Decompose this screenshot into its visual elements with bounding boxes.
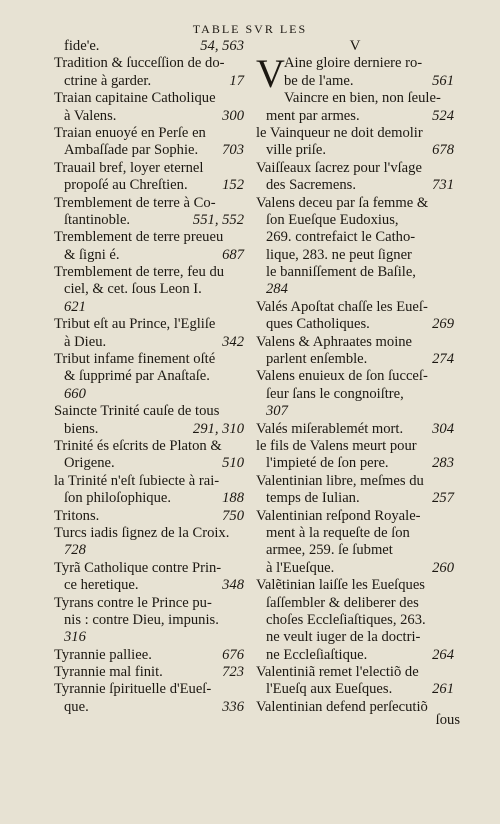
index-entry-text: Tribut infame finement oſté bbox=[54, 351, 216, 368]
index-line bbox=[256, 334, 454, 351]
index-entry-text: l'impieté de ſon pere. bbox=[266, 455, 389, 472]
index-entry-text: biens. bbox=[64, 420, 99, 437]
index-line bbox=[54, 542, 244, 559]
index-line bbox=[256, 160, 454, 177]
index-line bbox=[256, 577, 454, 594]
index-entry-text: Valés Apoſtat chaſſe les Eueſ- bbox=[256, 298, 428, 315]
index-line bbox=[54, 264, 244, 281]
index-line bbox=[256, 681, 454, 698]
index-line bbox=[256, 142, 454, 159]
index-entry-text: ce heretique. bbox=[64, 577, 139, 594]
index-line bbox=[54, 177, 244, 194]
index-entry-text: Tribut eſt au Prince, l'Egliſe bbox=[54, 316, 216, 333]
index-entry-text: parlent enſemble. bbox=[266, 351, 368, 368]
index-line bbox=[256, 508, 454, 525]
left-column bbox=[54, 38, 244, 716]
drop-capital: V bbox=[256, 51, 285, 97]
index-entry-text: ne veult iuger de la doctri- bbox=[266, 629, 421, 646]
index-line bbox=[256, 368, 454, 385]
index-entry-text: à Valens. bbox=[64, 107, 117, 124]
page-reference: 703 bbox=[222, 142, 244, 159]
index-entry-text: Trauail bref, loyer eternel bbox=[54, 159, 204, 176]
index-line bbox=[54, 108, 244, 125]
index-line bbox=[256, 316, 454, 333]
index-line bbox=[256, 421, 454, 438]
index-entry-text: le Vainqueur ne doit demolir bbox=[256, 124, 423, 141]
index-line bbox=[256, 542, 454, 559]
section-letter: V bbox=[349, 38, 361, 54]
index-line bbox=[54, 681, 244, 698]
index-line bbox=[256, 299, 454, 316]
index-line bbox=[54, 525, 244, 542]
index-entry-text: 728 bbox=[64, 542, 86, 559]
index-line bbox=[54, 299, 244, 316]
index-line bbox=[54, 455, 244, 472]
index-entry-text: Tyrannie ſpirituelle d'Eueſ- bbox=[54, 681, 212, 698]
running-head: TABLE SVR LES bbox=[192, 22, 308, 36]
index-entry-text: be de l'ame. bbox=[284, 72, 354, 89]
index-entry-text: lique, 283. ne peut ſigner bbox=[266, 246, 412, 263]
index-line bbox=[54, 90, 244, 107]
page-reference: 260 bbox=[432, 559, 454, 576]
index-entry-text: ville priſe. bbox=[266, 142, 326, 159]
index-entry-text: des Sacremens. bbox=[266, 177, 356, 194]
page-reference: 348 bbox=[222, 577, 244, 594]
index-line bbox=[284, 90, 454, 107]
page-reference: 524 bbox=[432, 107, 454, 124]
index-line bbox=[256, 612, 454, 629]
index-line bbox=[54, 612, 244, 629]
index-line bbox=[54, 577, 244, 594]
index-line bbox=[54, 195, 244, 212]
index-entry-text: Valens deceu par ſa femme & bbox=[256, 194, 429, 211]
index-line bbox=[54, 647, 244, 664]
index-entry-text: Valentinian reſpond Royale- bbox=[256, 507, 421, 524]
catchword: ſous bbox=[435, 712, 460, 728]
index-line bbox=[54, 508, 244, 525]
index-entry-text: Valentinian libre, meſmes du bbox=[256, 472, 424, 489]
index-line bbox=[256, 351, 454, 368]
index-line bbox=[54, 125, 244, 142]
page-reference: 261 bbox=[432, 681, 454, 698]
index-entry-text: 284 bbox=[266, 281, 288, 298]
index-line bbox=[256, 386, 454, 403]
index-line bbox=[54, 386, 244, 403]
index-entry-text: Vaiſſeaux ſacrez pour l'vſage bbox=[256, 159, 422, 176]
index-line bbox=[54, 473, 244, 490]
page-reference: 257 bbox=[432, 490, 454, 507]
index-line bbox=[54, 73, 244, 90]
page-reference: 678 bbox=[432, 142, 454, 159]
index-entry-text: Tremblement de terre, feu du bbox=[54, 264, 225, 281]
index-entry-text: propoſé au Chreſtien. bbox=[64, 177, 188, 194]
index-line bbox=[256, 647, 454, 664]
index-entry-text: ſon philoſophique. bbox=[64, 490, 172, 507]
page-reference: 304 bbox=[432, 420, 454, 437]
index-entry-text: Tremblement de terre à Co- bbox=[54, 194, 216, 211]
index-line bbox=[54, 281, 244, 298]
index-entry-text: armee, 259. ſe ſubmet bbox=[266, 542, 393, 559]
index-line bbox=[256, 281, 454, 298]
index-entry-text: l'Eueſq aux Eueſques. bbox=[266, 681, 393, 698]
index-entry-text: Tyrã Catholique contre Prin- bbox=[54, 559, 222, 576]
index-entry-text: & ſigni é. bbox=[64, 246, 120, 263]
index-entry-text: Trinité és eſcrits de Platon & bbox=[54, 437, 222, 454]
index-entry-text: Vaincre en bien, non ſeule- bbox=[284, 90, 441, 107]
index-entry-text: 316 bbox=[64, 629, 86, 646]
index-entry-text: Traian enuoyé en Perſe en bbox=[54, 124, 206, 141]
index-line bbox=[54, 38, 244, 55]
index-entry-text: ment à la requeſte de ſon bbox=[266, 524, 410, 541]
index-entry-text: fide'e. bbox=[64, 38, 100, 54]
index-entry-text: ſtantinoble. bbox=[64, 211, 131, 228]
index-entry-text: 621 bbox=[64, 298, 86, 315]
index-entry-text: ne Eccleſiaſtique. bbox=[266, 646, 368, 663]
page-reference: 269 bbox=[432, 316, 454, 333]
index-entry-text: Tyrannie palliee. bbox=[54, 646, 152, 663]
index-line bbox=[54, 403, 244, 420]
index-line bbox=[256, 108, 454, 125]
index-entry-text: Aine gloire derniere ro- bbox=[284, 55, 423, 72]
index-line bbox=[54, 247, 244, 264]
index-entry-text: & ſupprimé par Anaſtaſe. bbox=[64, 368, 210, 385]
index-line bbox=[54, 629, 244, 646]
index-line bbox=[256, 455, 454, 472]
index-line bbox=[256, 560, 454, 577]
page-reference: 291, 310 bbox=[192, 420, 244, 437]
index-line bbox=[256, 247, 454, 264]
page-reference: 687 bbox=[222, 246, 244, 263]
index-entry-text: à Dieu. bbox=[64, 333, 107, 350]
index-entry-text: Valens & Aphraates moine bbox=[256, 333, 413, 350]
index-line bbox=[256, 438, 454, 455]
page-reference: 300 bbox=[222, 107, 244, 124]
index-entry-text: Turcs iadis ſignez de la Croix. bbox=[54, 524, 230, 541]
index-entry-text: ſaſſembler & deliberer des bbox=[266, 594, 419, 611]
index-line bbox=[256, 629, 454, 646]
page-reference: 750 bbox=[222, 507, 244, 524]
index-line bbox=[54, 368, 244, 385]
right-column bbox=[256, 38, 454, 716]
index-line bbox=[256, 595, 454, 612]
first-entry bbox=[256, 51, 454, 97]
index-entry-text: ſon Eueſque Eudoxius, bbox=[266, 211, 399, 228]
index-line bbox=[256, 212, 454, 229]
index-entry-text: ciel, & cet. ſous Leon I. bbox=[64, 281, 202, 298]
page-reference: 510 bbox=[222, 455, 244, 472]
index-line bbox=[256, 195, 454, 212]
index-line bbox=[54, 560, 244, 577]
index-entry-text: Tritons. bbox=[54, 507, 100, 524]
index-line bbox=[284, 73, 454, 90]
index-line bbox=[54, 421, 244, 438]
index-line bbox=[256, 264, 454, 281]
index-line bbox=[54, 229, 244, 246]
index-line bbox=[54, 438, 244, 455]
index-line bbox=[256, 229, 454, 246]
index-entry-text: nis : contre Dieu, impunis. bbox=[64, 611, 219, 628]
page-reference: 676 bbox=[222, 646, 244, 663]
page-reference: 551, 552 bbox=[192, 211, 244, 228]
page-reference: 561 bbox=[432, 72, 454, 89]
index-line bbox=[54, 699, 244, 716]
page-reference: 723 bbox=[222, 664, 244, 681]
page-reference: 17 bbox=[229, 72, 244, 89]
index-entry-text: Tyrannie mal finit. bbox=[54, 664, 163, 681]
index-entry-text: Valentiniã remet l'electiõ de bbox=[256, 664, 419, 681]
index-entry-text: Valens enuieux de ſon ſucceſ- bbox=[256, 368, 428, 385]
index-entry-text: Traian capitaine Catholique bbox=[54, 90, 216, 107]
index-entry-text: à l'Eueſque. bbox=[266, 559, 335, 576]
index-line bbox=[54, 142, 244, 159]
page-reference: 274 bbox=[432, 351, 454, 368]
index-entry-text: Saincte Trinité cauſe de tous bbox=[54, 403, 220, 420]
index-entry-text: 307 bbox=[266, 403, 288, 420]
index-entry-text: que. bbox=[64, 698, 89, 715]
index-entry-text: Tremblement de terre preueu bbox=[54, 229, 224, 246]
page-reference: 336 bbox=[222, 698, 244, 715]
page-reference: 283 bbox=[432, 455, 454, 472]
index-entry-text: Valẽtinian laiſſe les Eueſques bbox=[256, 577, 425, 594]
index-entry-text: 269. contrefaict le Catho- bbox=[266, 229, 416, 246]
index-line bbox=[256, 525, 454, 542]
page-reference: 264 bbox=[432, 646, 454, 663]
index-line bbox=[54, 316, 244, 333]
page-reference: 152 bbox=[222, 177, 244, 194]
page-reference: 342 bbox=[222, 333, 244, 350]
index-line bbox=[256, 664, 454, 681]
index-entry-text: Valentinian defend perſecutiõ bbox=[256, 698, 428, 715]
page-reference: 188 bbox=[222, 490, 244, 507]
index-entry-text: ctrine à garder. bbox=[64, 72, 152, 89]
index-line bbox=[256, 177, 454, 194]
index-line bbox=[54, 664, 244, 681]
index-line bbox=[256, 403, 454, 420]
index-line bbox=[256, 490, 454, 507]
index-entry-text: Valés miſerablemét mort. bbox=[256, 420, 404, 437]
index-entry-text: Ambaſſade par Sophie. bbox=[64, 142, 199, 159]
index-line bbox=[54, 55, 244, 72]
index-line bbox=[54, 351, 244, 368]
index-line bbox=[54, 595, 244, 612]
index-entry-text: choſes Eccleſiaſtiques, 263. bbox=[266, 611, 426, 628]
index-entry-text: le fils de Valens meurt pour bbox=[256, 437, 417, 454]
index-entry-text: la Trinité n'eſt ſubiecte à rai- bbox=[54, 472, 220, 489]
index-entry-text: le banniſſement de Baſile, bbox=[266, 264, 416, 281]
index-entry-text: Origene. bbox=[64, 455, 115, 472]
index-line bbox=[54, 160, 244, 177]
index-entry-text: ſeur ſans le congnoiſtre, bbox=[266, 385, 404, 402]
index-line bbox=[256, 125, 454, 142]
page-reference: 54, 563 bbox=[200, 38, 244, 54]
index-entry-text: ment par armes. bbox=[266, 107, 360, 124]
index-line bbox=[284, 55, 454, 72]
index-line bbox=[54, 490, 244, 507]
page-reference: 731 bbox=[432, 177, 454, 194]
index-entry-text: Tradition & ſucceſſion de do- bbox=[54, 55, 225, 72]
index-entry-text: temps de Iulian. bbox=[266, 490, 360, 507]
index-entry-text: ques Catholiques. bbox=[266, 316, 370, 333]
index-entry-text: 660 bbox=[64, 385, 86, 402]
index-line bbox=[54, 212, 244, 229]
index-line bbox=[54, 334, 244, 351]
index-entry-text: Tyrans contre le Prince pu- bbox=[54, 594, 212, 611]
index-line bbox=[256, 473, 454, 490]
